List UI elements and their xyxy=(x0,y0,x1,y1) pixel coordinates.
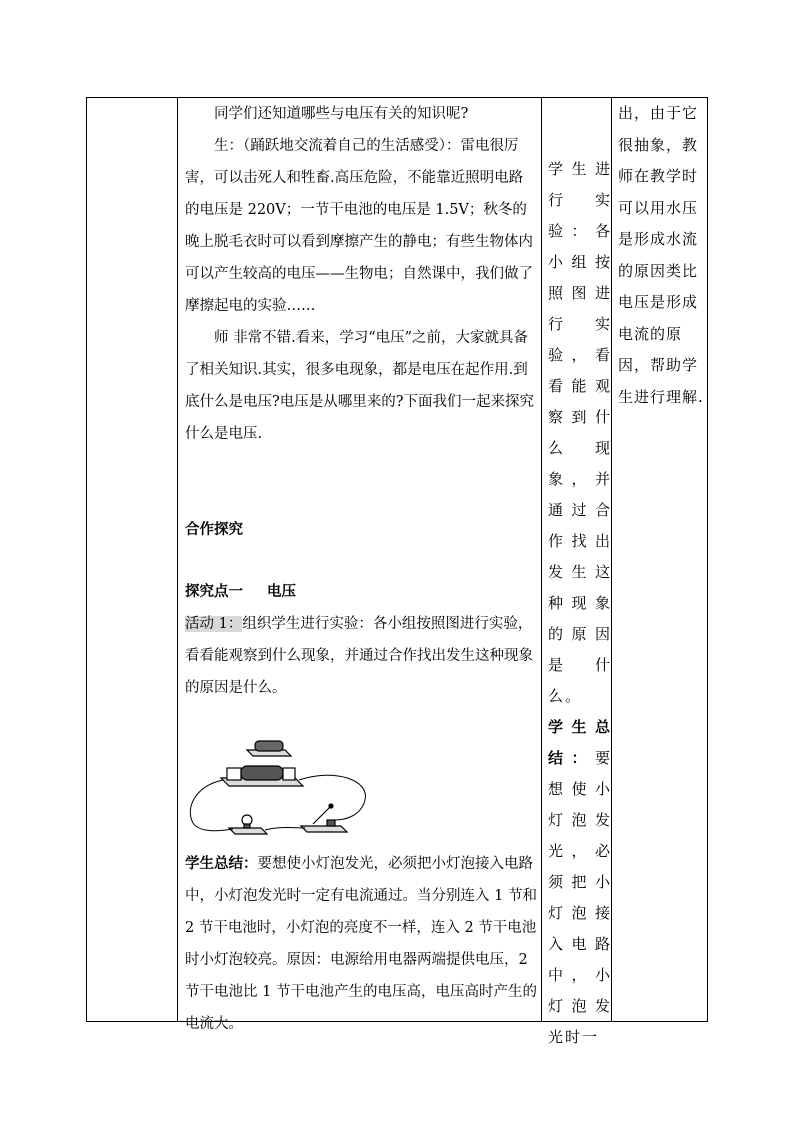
teaching-process-cell xyxy=(185,98,537,1040)
bulb xyxy=(229,815,267,834)
circuit-diagram xyxy=(185,728,385,848)
summary-text: 要想使小灯泡发光，必须把小灯泡接入电路中，小灯泡发光时一定有电流通过。当分别连入 1 节和 2 节干电池时，小灯泡的亮度不一样，连入 2 节干电池时小灯泡较亮。原因：电源给用电器两端提供电压，2 节干电池比 1 节干电池产生的电压高，电压高时产生的电流大。 xyxy=(185,856,537,1032)
student-summary xyxy=(548,712,612,1053)
section-heading: 合作探究 xyxy=(185,521,243,538)
column-divider xyxy=(541,98,542,1021)
double-battery xyxy=(221,766,303,786)
summary-paragraph xyxy=(185,848,537,1040)
column-divider xyxy=(177,98,178,1021)
circuit-figure xyxy=(185,728,385,848)
question-paragraph: 同学们还知道哪些与电压有关的知识呢? xyxy=(214,106,469,122)
student-response-paragraph: 生：（踊跃地交流着自己的生活感受）：雷电很厉害，可以击死人和牲畜.高压危险，不能靠近照明电路的电压是 220V；一节干电池的电压是 1.5V；秋冬的晚上脱毛衣时可以看到摩擦产生的静电；有些生物体内可以产生较高的电压——生物电；自然课中，我们做了摩擦起电的实验…… xyxy=(185,138,533,314)
student-summary-text: 要想使小灯泡发光，必须把小灯泡接入电路中，小灯泡发光时一 xyxy=(548,749,612,1046)
inquiry-point-label: 探究点一 xyxy=(185,583,243,600)
teacher-paragraph: 师 非常不错.看来，学习“电压”之前，大家就具备了相关知识.其实，很多电现象，都是电压在起作用.到底什么是电压?电压是从哪里来的?下面我们一起来探究什么是电压. xyxy=(185,330,535,442)
activity-text: 组织学生进行实验：各小组按照图进行实验，看看能观察到什么现象，并通过合作找出发生这种现象的原因是什么。 xyxy=(185,616,533,696)
activity-paragraph xyxy=(185,608,537,704)
lesson-table xyxy=(86,97,708,1046)
student-summary-label: 学生总结： xyxy=(548,718,612,767)
single-battery xyxy=(247,741,291,756)
inquiry-point-title: 电压 xyxy=(267,583,296,600)
inquiry-point-heading xyxy=(185,576,537,608)
activity-label: 活动 1： xyxy=(185,616,243,632)
summary-label: 学生总结： xyxy=(185,855,258,872)
student-activity-text: 学生进行实验：各小组按照图进行实验，看看能观察到什么现象，并通过合作找出发生这种现象的原因是什么。 xyxy=(548,160,612,705)
switch xyxy=(301,804,347,832)
design-intent-cell xyxy=(618,98,706,413)
student-activity-cell xyxy=(548,98,612,1053)
design-intent-text: 出，由于它很抽象，教师在教学时可以用水压是形成水流的原因类比电压是形成电流的原因，帮助学生进行理解. xyxy=(618,104,704,406)
